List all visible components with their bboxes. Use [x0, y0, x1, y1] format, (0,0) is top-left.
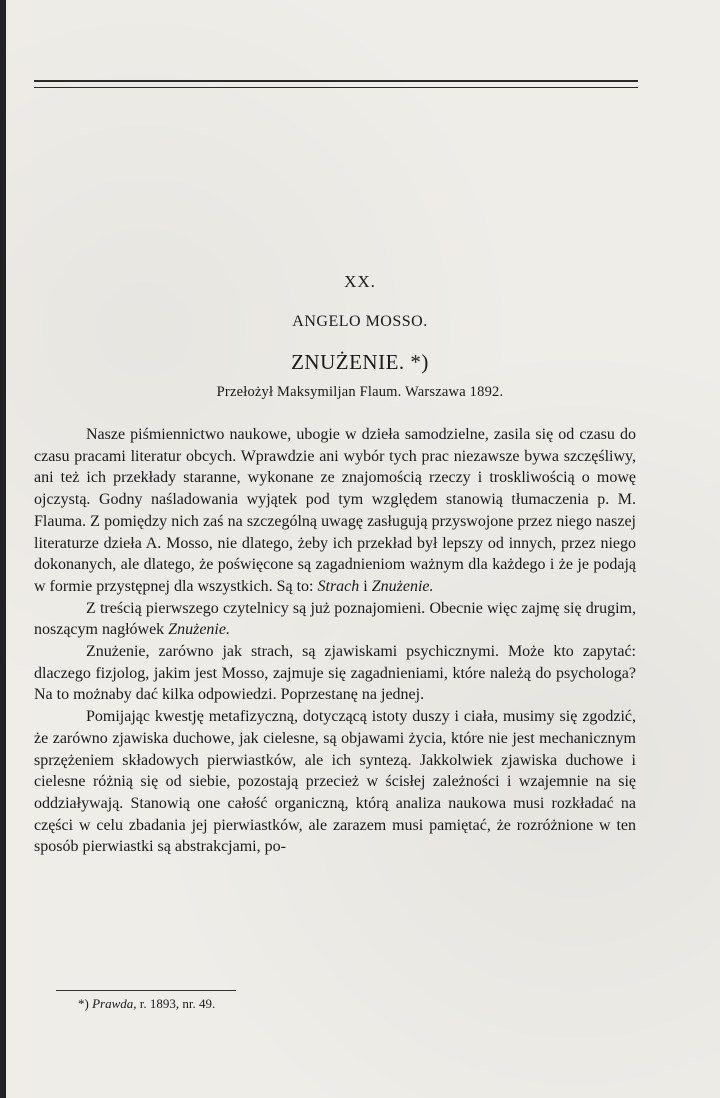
footnote-marker: *)	[78, 996, 93, 1011]
paragraph	[34, 706, 636, 858]
paragraph	[34, 424, 636, 598]
footnote-source: Prawda,	[92, 996, 137, 1011]
italic-title-znuzenie: Znużenie.	[168, 621, 230, 639]
paragraph-text: Z treścią pierwszego czytelnicy są już poznajomieni. Obecnie więc zajmę się drugim, noszącym nagłówek	[34, 599, 636, 639]
page-spine-edge	[0, 0, 6, 1098]
article-body	[34, 424, 636, 858]
paragraph-text: Znużenie, zarówno jak strach, są zjawiskami psychicznymi. Może kto zapytać: dlaczego fizjolog, jakim jest Mosso, zajmuje się zagadnieniami, które należą do psychologa? Na to możnaby dać kilka odpowiedzi. Poprzestanę na jednej.	[34, 643, 636, 704]
chapter-number: XX.	[344, 272, 376, 291]
italic-title-znuzenie: Znużenie.	[371, 577, 434, 595]
italic-title-strach: Strach	[317, 577, 360, 595]
header-rule-thin	[34, 87, 638, 88]
footnote-divider	[56, 990, 236, 991]
author-name: ANGELO MOSSO.	[292, 313, 428, 330]
paragraph	[34, 598, 636, 641]
paragraph-text: i	[359, 577, 372, 595]
article-title: ZNUŻENIE. *)	[291, 350, 429, 374]
paragraph-text: Nasze piśmiennictwo naukowe, ubogie w dzieła samodzielne, zasila się od czasu do czasu pracami literatur obcych. Wprawdzie ani wybór tych prac niezawsze bywa szczęśliwy, ani też ich przekłady staranne, wykonane ze znajomością rzeczy i troskliwością o mowę ojczystą. Godny naśladowania wyjątek pod tym względem stanowią tłumaczenia p. M. Flauma. Z pomiędzy nich zaś na szczególną uwagę zasługują przyswojone przez niego naszej literaturze dzieła A. Mosso, nie dlatego, żeby ich przekład był lepszy od innych, przez niego dokonanych, ale dlatego, że poświęcone są zagadnieniom ważnym dla każdego i że je podają w formie przystępnej dla wszystkich. Są to:	[34, 426, 636, 595]
footnote-citation: r. 1893, nr. 49.	[136, 996, 216, 1011]
footnote	[78, 996, 215, 1012]
header-rule-thick	[34, 80, 638, 82]
paragraph-text: Pomijając kwestję metafizyczną, dotyczącą istoty duszy i ciała, musimy się zgodzić, że zarówno zjawiska duchowe, jak cielesne, są objawami życia, które nie jest mechanicznym sprzężeniem składowych pierwiastków, ale ich syntezą. Jakkolwiek zjawiska duchowe i cielesne różnią się od siebie, pozostają przecież w ścisłej zależności i wzajemnie na się oddziaływają. Stanowią one całość organiczną, którą analiza naukowa musi rozkładać na części w celu zbadania jej pierwiastków, ale zarazem musi pamiętać, że rozróżnione w ten sposób pierwiastki są abstrakcjami, po-	[34, 708, 636, 856]
translator-line: Przełożył Maksymiljan Flaum. Warszawa 1892.	[216, 384, 504, 400]
paragraph	[34, 641, 636, 706]
